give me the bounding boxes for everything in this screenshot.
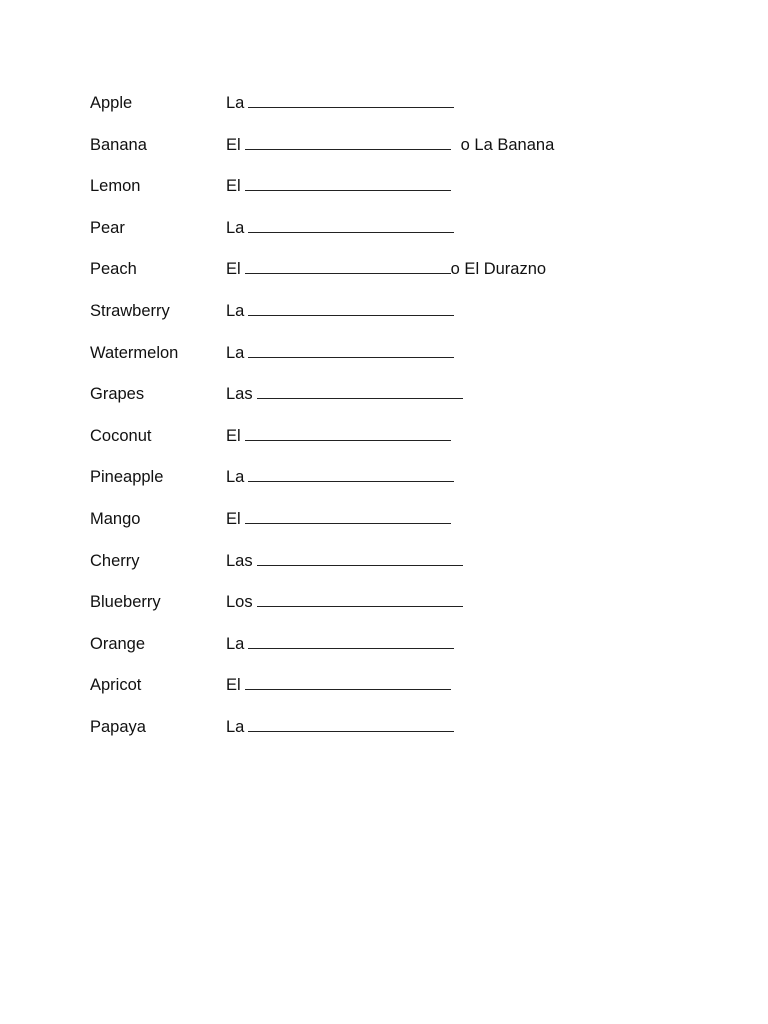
english-word: Strawberry bbox=[90, 301, 170, 320]
answer-blank[interactable] bbox=[248, 300, 454, 316]
answer-blank[interactable] bbox=[248, 716, 454, 732]
english-word: Papaya bbox=[90, 717, 146, 736]
answer-blank[interactable] bbox=[248, 92, 454, 108]
english-word: Grapes bbox=[90, 385, 145, 404]
spanish-answer bbox=[226, 175, 451, 197]
vocab-row-blueberry bbox=[90, 591, 730, 633]
english-word: Pear bbox=[90, 218, 125, 237]
answer-blank[interactable] bbox=[248, 633, 454, 649]
spanish-article: La bbox=[226, 218, 245, 237]
answer-blank[interactable] bbox=[245, 175, 451, 191]
english-word: Apple bbox=[90, 94, 133, 112]
spanish-article: La bbox=[226, 343, 245, 362]
answer-blank[interactable] bbox=[245, 134, 451, 150]
spanish-answer bbox=[226, 342, 454, 364]
answer-blank[interactable] bbox=[257, 550, 463, 566]
english-word: Watermelon bbox=[90, 343, 179, 362]
vocab-row-coconut bbox=[90, 425, 730, 467]
fruit-vocabulary-worksheet bbox=[90, 92, 730, 758]
vocab-row-orange bbox=[90, 633, 730, 675]
spanish-article: El bbox=[226, 135, 241, 154]
vocab-row-apricot bbox=[90, 674, 730, 716]
english-word: Banana bbox=[90, 135, 147, 154]
spanish-answer bbox=[226, 550, 463, 572]
spanish-answer bbox=[226, 258, 546, 280]
spanish-article: El bbox=[226, 676, 241, 695]
answer-blank[interactable] bbox=[245, 425, 451, 441]
answer-blank[interactable] bbox=[248, 466, 454, 482]
spanish-answer bbox=[226, 716, 454, 738]
vocab-row-banana bbox=[90, 134, 730, 176]
vocab-row-apple bbox=[90, 92, 730, 134]
vocab-row-peach bbox=[90, 258, 730, 300]
spanish-answer bbox=[226, 591, 463, 613]
english-word: Apricot bbox=[90, 676, 142, 695]
vocab-row-pineapple bbox=[90, 466, 730, 508]
vocab-row-mango bbox=[90, 508, 730, 550]
spanish-answer bbox=[226, 92, 454, 114]
english-word: Peach bbox=[90, 260, 137, 279]
english-word: Lemon bbox=[90, 177, 141, 196]
answer-blank[interactable] bbox=[245, 508, 451, 524]
spanish-article: El bbox=[226, 509, 241, 528]
spanish-answer bbox=[226, 466, 454, 488]
answer-blank[interactable] bbox=[257, 383, 463, 399]
spanish-answer bbox=[226, 633, 454, 655]
spanish-answer bbox=[226, 300, 454, 322]
vocab-row-grapes bbox=[90, 383, 730, 425]
vocab-row-papaya bbox=[90, 716, 730, 758]
spanish-article: El bbox=[226, 426, 241, 445]
spanish-article: La bbox=[226, 634, 245, 653]
english-word: Pineapple bbox=[90, 468, 164, 487]
spanish-answer bbox=[226, 217, 454, 239]
answer-blank[interactable] bbox=[245, 258, 451, 274]
english-word: Blueberry bbox=[90, 593, 161, 612]
spanish-article: La bbox=[226, 717, 245, 736]
answer-blank[interactable] bbox=[248, 342, 454, 358]
answer-blank[interactable] bbox=[257, 591, 463, 607]
alternate-answer: o La Banana bbox=[460, 135, 555, 154]
vocab-row-watermelon bbox=[90, 342, 730, 384]
spanish-answer bbox=[226, 383, 463, 405]
answer-blank[interactable] bbox=[245, 674, 451, 690]
vocab-row-strawberry bbox=[90, 300, 730, 342]
spanish-article: La bbox=[226, 301, 245, 320]
spanish-article: Las bbox=[226, 551, 253, 570]
spanish-article: La bbox=[226, 94, 245, 112]
vocab-row-pear bbox=[90, 217, 730, 259]
answer-blank[interactable] bbox=[248, 217, 454, 233]
spanish-article: El bbox=[226, 177, 241, 196]
spanish-article: Los bbox=[226, 593, 253, 612]
vocab-row-cherry bbox=[90, 550, 730, 592]
english-word: Mango bbox=[90, 509, 141, 528]
spanish-article: Las bbox=[226, 385, 253, 404]
english-word: Cherry bbox=[90, 551, 140, 570]
spanish-answer bbox=[226, 425, 451, 447]
alternate-answer: o El Durazno bbox=[450, 260, 547, 279]
spanish-article: El bbox=[226, 260, 241, 279]
spanish-answer bbox=[226, 134, 554, 156]
spanish-answer bbox=[226, 674, 451, 696]
spanish-answer bbox=[226, 508, 451, 530]
english-word: Coconut bbox=[90, 426, 152, 445]
vocab-row-lemon bbox=[90, 175, 730, 217]
spanish-article: La bbox=[226, 468, 245, 487]
english-word: Orange bbox=[90, 634, 146, 653]
